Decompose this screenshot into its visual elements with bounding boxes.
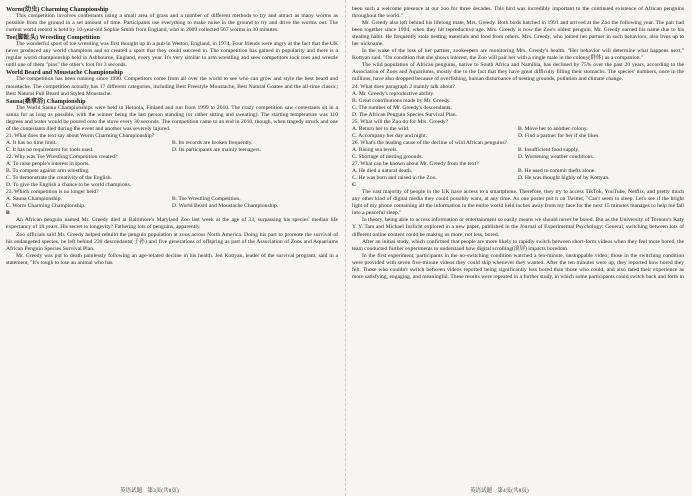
option: D. Worsening weather conditions.	[518, 153, 595, 160]
option: C. He was born and raised in the Zoo.	[352, 175, 437, 182]
paragraph: The wild population of African penguins, native to South Africa and Namibia, has declined by 75% over the past 20 years, according to the Association of Zoos and Aquariums, mostly due to the fact that they have great difficulty filling their stomachs. The species' numbers, once in the millions, have also dropped because of overfishing, human disturbance of nesting grounds, pollution and climate change.	[352, 62, 684, 83]
option: B. Great contributions made by Mr. Greedy.	[352, 97, 451, 104]
question: 24. What does paragraph 2 mainly talk about?	[352, 83, 456, 90]
question: 26. What's the leading cause of the decline of wild African penguins?	[352, 139, 507, 146]
paragraph: The vast majority of people in the UK have access to a smartphone. Therefore, they try to access TikTok, YouTube, Netflix, and pretty much any other kind of digital media they could possibly want, at any time. As one poster put it on Twitter, "Can't seem to sleep. Let's see if the bright light of my phone containing all the information in the entire world held inches away from my face for the next 15 minutes manages to help me fall into a peaceful sleep."	[352, 189, 684, 217]
passage-label: B	[6, 210, 10, 217]
option: A. Mr. Greedy's reproductive ability.	[352, 90, 435, 97]
paragraph: The wonderful sport of toe wrestling was first thought up in a pub in Wetton, England, in 1974. Four friends were angry at the fact that the UK never produced any world champions and so created a sport that they could succeed in. The competition has gained in popularity and there is a regular world championship held in Ashbourne, England, every year. It's very similar to arm wrestling and sees competitors lock toes and wrestle until one of them "pins" the other's foot for 3 seconds.	[6, 41, 338, 69]
option-row	[6, 203, 338, 210]
option-row	[352, 147, 684, 154]
paragraph: An African penguin named Mr. Greedy died at Baltimore's Maryland Zoo last week at the age of 33, surpassing his species' median life expectancy of 18 years. His secret to longevity? Fathering lots of penguins, apparently.	[6, 217, 338, 231]
section-heading: Toe(脚趾头) Wrestling Competition	[6, 34, 100, 42]
paragraph: In the first experiment, participants in the no-switching condition watched a ten-minute, unskippable video; those in the switching condition were provided with seven five-minute videos they could skip whenever they wanted. After the ten minutes were up, they reported how bored they felt. Those who couldn't switch between videos reported being significantly less bored than those who could, and also rated their experience as more satisfying, engaging, and meaningful. These results were repeated in a further study, in which some participants could switch back and forth in	[352, 252, 684, 280]
paragraph: Zoo officials said Mr. Greedy helped rebuild the penguin population at zoos across North America. Doing his part to promote the survival of his endangered species, he left behind 230 descendants(子孙) and five generations of offspring as part of the Association of Zoos and Aquariums African Penguin Species Survival Plan.	[6, 231, 338, 252]
option: D. Find a partner for her if she likes.	[518, 132, 600, 139]
option-row	[352, 126, 684, 133]
option-row	[6, 147, 338, 154]
paragraph: Mr. Greedy also left behind his lifelong mate, Mrs. Greedy. Both birds hatched in 1991 and arrived at the Zoo the following year. The pair had been together since 1994, when they hit reproductive age. Mrs. Greedy is now the Zoo's oldest penguin. Mr. Greedy earned his name due to his stealing habit. He frequently stole nesting materials and food from others. Mrs. Greedy, who joined her partner in such behaviors, also lives up to her nickname.	[352, 20, 684, 48]
question: 21. What does the text say about Worm Charming Championship?	[6, 132, 155, 139]
passage-label: C	[352, 182, 357, 189]
option: D. To give the English a chance to be world champions.	[6, 182, 132, 189]
option: A. He died a natural death.	[352, 168, 413, 175]
option-row	[6, 196, 338, 203]
option: D. He was thought highly of by Kottyan.	[518, 175, 610, 182]
section-heading: Sauna(桑拿浴) Championship	[6, 97, 86, 105]
left-column	[6, 6, 338, 267]
option-row	[352, 175, 684, 182]
option: B. To compete against arm wrestling.	[6, 168, 90, 175]
question: 27. What can be known about Mr. Greedy from the text?	[352, 161, 479, 168]
option: B. Toe Wrestling Competition.	[172, 196, 241, 203]
option: B. Its records are broken frequently.	[172, 139, 253, 146]
question: 23. Which competition is no longer held?	[6, 189, 99, 196]
option: D. The African Penguin Species Survival Plan.	[352, 111, 457, 118]
left-footer: 英语试题 第3页(共8页)	[120, 488, 179, 494]
option: A. Sauna Championship.	[6, 196, 62, 203]
paragraph: The competition has been running since 1990. Competitors come from all over the world to see who can grow and style the best beard and moustache. The competition actually has 17 different categories, including Best Freestyle Moustache, Best Natural Goatee and the all-time classic; Best Natural Full Beard and Styled Moustache.	[6, 76, 338, 97]
option: B. He used to commit thefts alone.	[518, 168, 596, 175]
section-heading: Worm(幼虫) Charming Championship	[6, 6, 109, 13]
option-row	[6, 140, 338, 147]
option: C. Worm Charming Championship.	[6, 203, 86, 210]
paragraph: Mr. Greedy was put to death painlessly following an age-related decline in his health. Jen Kottyan, leader of the survival program, said in a statement, "It's tough to lose an animal who has	[6, 252, 338, 266]
paragraph: After an initial study, which confirmed that people are more likely to rapidly switch between short-form videos when they feel more bored, the team conducted further experiments to understand how digital scrolling(滚屏) impacts boredom.	[352, 238, 684, 252]
paragraph: In the wake of the loss of her partner, zookeepers are monitoring Mrs. Greedy's health. "Her behavior will determine what happens next," Kottyan said. "On condition that she shows interest, the Zoo will pair her with a single male in the colony(群体) as a companion."	[352, 48, 684, 62]
option: A. Rising sea levels.	[352, 146, 398, 153]
option: D. World Beard and Moustache Championship.	[172, 203, 279, 210]
paragraph: In theory, being able to access information or entertainment so easily means we should never be bored. But as the University of Toronto's Katy Y. Y. Tam and Michael Inzlicht explored in a new paper, published in the Journal of Experimental Psychology: General, switching between lots of different online content could be making us more, not less, bored.	[352, 217, 684, 238]
option: C. To demonstrate the creativity of the English.	[6, 175, 112, 182]
option-row	[352, 154, 684, 161]
right-column	[352, 6, 684, 281]
option: C. The number of Mr. Greedy's descendants.	[352, 104, 452, 111]
paragraph: This competition involves contestants using a small area of grass and a number of different methods to try and attract as many worms as possible from the ground in a set amount of time. Participants use everything to make noise in the ground to try and drive the worms out. The current world record is held by 10-year-old Sophie Smith from England, who in 2009 collected 567 worms in 30 minutes.	[6, 13, 338, 34]
option: A. To raise people's interest in sports.	[6, 161, 90, 168]
paragraph: The World Sauna Championships were held in Heinola, Finland and run from 1999 to 2010. The crazy competition saw contestants sit in a sauna for as long as possible, with the winner being the last person standing (or rather sitting and sweating). The starting temperature was 110 degrees and water would be poured onto the stove every 30 seconds. The competition came to an end in 2010, though, when tragedy struck and one of the contestants died during the event and another was severely injured.	[6, 104, 338, 132]
option-row	[352, 133, 684, 140]
right-footer: 英语试题 第4页(共8页)	[470, 488, 529, 494]
option: A. It has no time limit.	[6, 139, 57, 146]
option: C. Shortage of nesting grounds.	[352, 153, 423, 160]
option: D. Its participants are mainly teenagers.	[172, 146, 262, 153]
option: A. Return her to the wild.	[352, 125, 410, 132]
question: 22. Why was Toe Wrestling Competition created?	[6, 153, 118, 160]
option: B. Move her to another colony.	[518, 125, 588, 132]
question: 25. What will the Zoo do for Mrs. Greedy?	[352, 118, 449, 125]
section-heading: World Beard and Moustache Championship	[6, 69, 123, 77]
page-divider	[345, 0, 346, 496]
paragraph: been such a welcome presence at our zoo for three decades. This bird was incredibly important to the continued existence of African penguins throughout the world."	[352, 6, 684, 20]
option: C. Accompany her day and night.	[352, 132, 428, 139]
option: C. It has no requirement for tools used.	[6, 146, 94, 153]
option: B. Insufficient food supply.	[518, 146, 580, 153]
